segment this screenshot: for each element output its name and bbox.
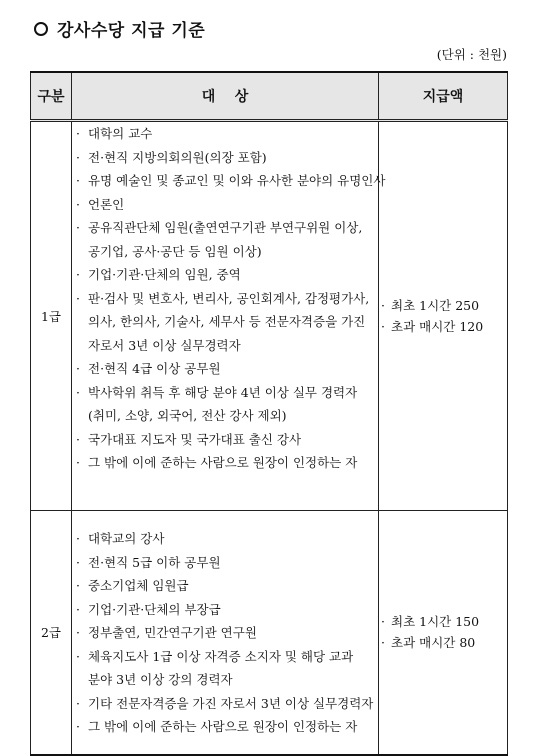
bullet-dot: · (76, 173, 80, 188)
list-item-text: 전·현직 지방의회의원(의장 포함) (88, 149, 267, 165)
amount-item (379, 632, 507, 653)
table-header-row (31, 72, 508, 121)
list-item-text: 중소기업체 임원급 (88, 578, 189, 593)
amount-text: 최초 1시간 150 (391, 614, 480, 630)
list-item (72, 263, 378, 287)
list-item (72, 621, 378, 645)
list-item (72, 428, 378, 452)
bullet-dot: · (381, 298, 385, 313)
page-title-text: 강사수당 지급 기준 (57, 21, 206, 41)
bullet-dot: · (76, 531, 80, 546)
table-row (31, 121, 508, 511)
list-item-text: 정부출연, 민간연구기관 연구원 (88, 625, 257, 640)
bullet-dot: · (76, 196, 80, 212)
grade-cell: 1급 (31, 121, 72, 511)
bullet-dot: · (76, 384, 80, 400)
list-item-continuation: 분야 3년 이상 강의 경력자 (88, 672, 233, 687)
bullet-dot: · (381, 319, 385, 334)
list-item (72, 169, 386, 193)
bullet-dot: · (76, 290, 80, 306)
list-item-continuation: 의사, 한의사, 기술사, 세무사 등 전문자격증을 가진 (88, 314, 366, 329)
bullet-dot: · (76, 648, 80, 664)
list-item (72, 146, 378, 170)
hollow-circle-icon (34, 22, 48, 36)
list-item-text: 유명 예술인 및 종교인 및 이와 유사한 분야의 유명인사 (88, 173, 386, 188)
list-item-text: 그 밖에 이에 준하는 사람으로 원장이 인정하는 자 (88, 455, 358, 470)
header-grade: 구분 (31, 72, 72, 121)
bullet-dot: · (76, 220, 80, 235)
amount-cell (379, 511, 508, 755)
list-item-text: 그 밖에 이에 준하는 사람으로 원장이 인정하는 자 (88, 719, 358, 734)
list-item (72, 193, 378, 217)
list-item-text: 기업·기관·단체의 부장급 (88, 601, 221, 617)
amount-cell (379, 121, 508, 511)
list-item-continuation: 자로서 3년 이상 실무경력자 (88, 337, 241, 353)
amount-item (379, 295, 507, 316)
header-target: 대 상 (72, 72, 379, 121)
bullet-dot: · (76, 267, 80, 282)
list-item-text: 전·현직 5급 이하 공무원 (88, 554, 221, 570)
bullet-dot: · (381, 635, 385, 651)
list-item (72, 715, 378, 739)
list-item-text: 대학의 교수 (88, 126, 153, 141)
list-item-continuation: (취미, 소양, 외국어, 전산 강사 제외) (88, 408, 287, 423)
list-item (72, 216, 378, 240)
amount-item (379, 316, 507, 337)
bullet-dot: · (76, 554, 80, 570)
bullet-dot: · (76, 126, 80, 141)
list-item (72, 122, 378, 146)
amount-text: 최초 1시간 250 (391, 298, 480, 313)
amount-text: 초과 매시간 80 (391, 635, 476, 651)
amount-text: 초과 매시간 120 (391, 319, 484, 334)
list-item-text: 언론인 (88, 196, 125, 212)
list-item-text: 국가대표 지도자 및 국가대표 출신 강사 (88, 431, 302, 447)
list-item (72, 692, 378, 716)
bullet-dot: · (76, 455, 80, 470)
target-cell (72, 121, 386, 511)
list-item-text: 전·현직 4급 이상 공무원 (88, 361, 221, 376)
list-item-continuation: 공기업, 공사·공단 등 임원 이상) (88, 243, 262, 259)
amount-item (379, 611, 507, 632)
unit-note: (단위 : 천원) (436, 47, 507, 62)
list-item (72, 357, 378, 381)
list-item-text: 박사학위 취득 후 해당 분야 4년 이상 실무 경력자 (88, 384, 358, 400)
page-title (34, 16, 205, 41)
bullet-dot: · (381, 614, 385, 630)
list-item (72, 451, 378, 475)
bullet-dot: · (76, 431, 80, 447)
table-row (31, 511, 508, 755)
list-item-text: 기업·기관·단체의 임원, 중역 (88, 267, 241, 282)
allowance-table (30, 71, 508, 756)
list-item (72, 645, 378, 669)
list-item-text: 대학교의 강사 (88, 531, 165, 546)
list-item (72, 381, 378, 405)
list-item (72, 287, 378, 311)
list-item-text: 판·검사 및 변호사, 변리사, 공인회계사, 감정평가사, (88, 290, 370, 306)
list-item (72, 551, 378, 575)
list-item-text: 기타 전문자격증을 가진 자로서 3년 이상 실무경력자 (88, 695, 374, 711)
bullet-dot: · (76, 601, 80, 617)
list-item-text: 체육지도사 1급 이상 자격증 소지자 및 해당 교과 (88, 648, 354, 664)
bullet-dot: · (76, 719, 80, 734)
header-amount: 지급액 (379, 72, 508, 121)
grade-cell: 2급 (31, 511, 72, 755)
bullet-dot: · (76, 625, 80, 640)
list-item (72, 527, 378, 551)
bullet-dot: · (76, 578, 80, 593)
list-item-text: 공유직관단체 임원(출연연구기관 부연구위원 이상, (88, 220, 363, 235)
target-cell (72, 511, 379, 755)
bullet-dot: · (76, 695, 80, 711)
list-item (72, 574, 378, 598)
bullet-dot: · (76, 149, 80, 165)
list-item (72, 598, 378, 622)
bullet-dot: · (76, 361, 80, 376)
